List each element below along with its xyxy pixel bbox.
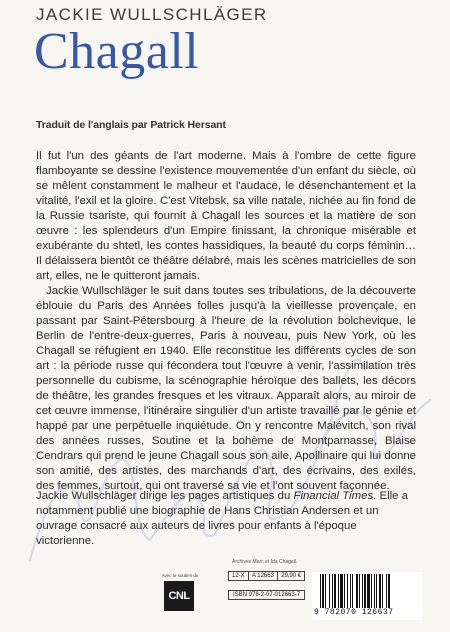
barcode-bar <box>388 574 390 608</box>
barcode-bar <box>374 574 375 608</box>
barcode-bar <box>382 574 383 608</box>
barcode-bars <box>320 574 416 608</box>
barcode-bar <box>334 574 336 608</box>
bio-text-start: Jackie Wullschläger dirige les pages artistiques du <box>36 490 294 502</box>
book-title: Chagall <box>34 23 200 80</box>
barcode-bar <box>352 574 353 608</box>
author-name: JACKIE WULLSCHLÄGER <box>36 5 268 24</box>
price-code: 12-X <box>228 571 249 581</box>
barcode-bar <box>325 574 326 608</box>
barcode-bar <box>347 574 348 608</box>
barcode-bar <box>350 574 351 608</box>
barcode-bar <box>340 574 343 608</box>
price-box <box>228 571 304 581</box>
synopsis <box>36 149 416 494</box>
barcode-bar <box>376 574 377 608</box>
barcode-bar <box>364 574 366 608</box>
barcode-bar <box>322 574 324 608</box>
barcode-bar <box>362 574 363 608</box>
barcode-bar <box>329 574 330 608</box>
bio-publication: Financial Times <box>293 490 374 502</box>
cnl-logo: CNL <box>164 581 194 611</box>
author-bio-text <box>36 489 416 549</box>
isbn: ISBN 978-2-07-012663-7 <box>228 590 305 600</box>
translator-credit: Traduit de l'anglais par Patrick Hersant <box>36 119 226 131</box>
author-bio <box>36 489 416 549</box>
barcode-bar <box>344 574 345 608</box>
barcode-bar <box>379 574 381 608</box>
barcode-bar <box>320 574 321 608</box>
price: 29,90 € <box>277 571 305 581</box>
barcode-bar <box>356 574 358 608</box>
barcode-bar <box>332 574 333 608</box>
barcode-bar <box>367 574 370 608</box>
photo-credit: Archives Marc et Ida Chagall. <box>232 559 298 565</box>
barcode-number: 9 782070 126637 <box>314 608 394 617</box>
synopsis-paragraph-2: Jackie Wullschläger le suit dans toutes ses tribulations, de la découverte éblouie du Paris des Années folles jusqu'à la vieillesse provençale, en passant par Saint-Pétersbourg à l'heure de la révolution bolchevique, le Berlin de l'entre-deux-guerres, Paris à nouveau, puis New York, où les Chagall se réfugient en 1940. Elle reconstitue les différents cycles de son art : la période russe qui fécondera tout l'œuvre à venir, l'assimilation très personnelle du cubisme, la scénographie héroïque des ballets, les décors de théâtre, les grandes fresques et les vitraux. Apparaît alors, au miroir de cet œuvre immense, l'itinéraire singulier d'un artiste travaillé par le génie et happé par une perpétuelle inquiétude. On y rencontre Malévitch, son rival des années russes, Soutine et la bohème de Montparnasse, Blaise Cendrars qui prend le jeune Chagall sous son aile, Apollinaire qui lui donne son amitié, des artistes, des marchands d'art, des écrivains, des exilés, des femmes, surtout, qui ont traversé sa vie et l'ont souvent façonnée. <box>36 285 416 492</box>
synopsis-paragraph-1: Il fut l'un des géants de l'art moderne. Mais à l'ombre de cette figure flamboyante se dessine l'existence mouvementée d'un enfant du siècle, où se mêlent constamment le malheur et l'audace, le désenchantement et la vitalité, l'exil et la gloire. C'est Vitebsk, sa ville natale, nichée au fin fond de la Russie tsariste, qui fournit à Chagall les sources et la matière de son œuvre : les splendeurs d'un Empire finissant, la chronique misérable et exubérante du shtetl, les contes hassidiques, la beauté du corps féminin… Il délaissera bientôt ce théâtre délabré, mais les scènes matricielles de son art, elles, ne le quitteront jamais. <box>36 150 416 282</box>
catalog-number: A 12663 <box>248 571 278 581</box>
cnl-badge <box>152 573 208 619</box>
barcode-bar <box>359 574 360 608</box>
price-row <box>228 571 304 581</box>
cnl-caption: Avec le soutien du <box>161 573 199 578</box>
bio-text-end: . Elle a notamment publié une biographie de Hans Christian Andersen et un ouvrage consacré aux auteurs de livres pour enfants à l'époque victorienne. <box>36 490 408 547</box>
barcode <box>312 572 422 620</box>
barcode-bar <box>371 574 372 608</box>
barcode-bar <box>338 574 339 608</box>
barcode-bar <box>386 574 387 608</box>
